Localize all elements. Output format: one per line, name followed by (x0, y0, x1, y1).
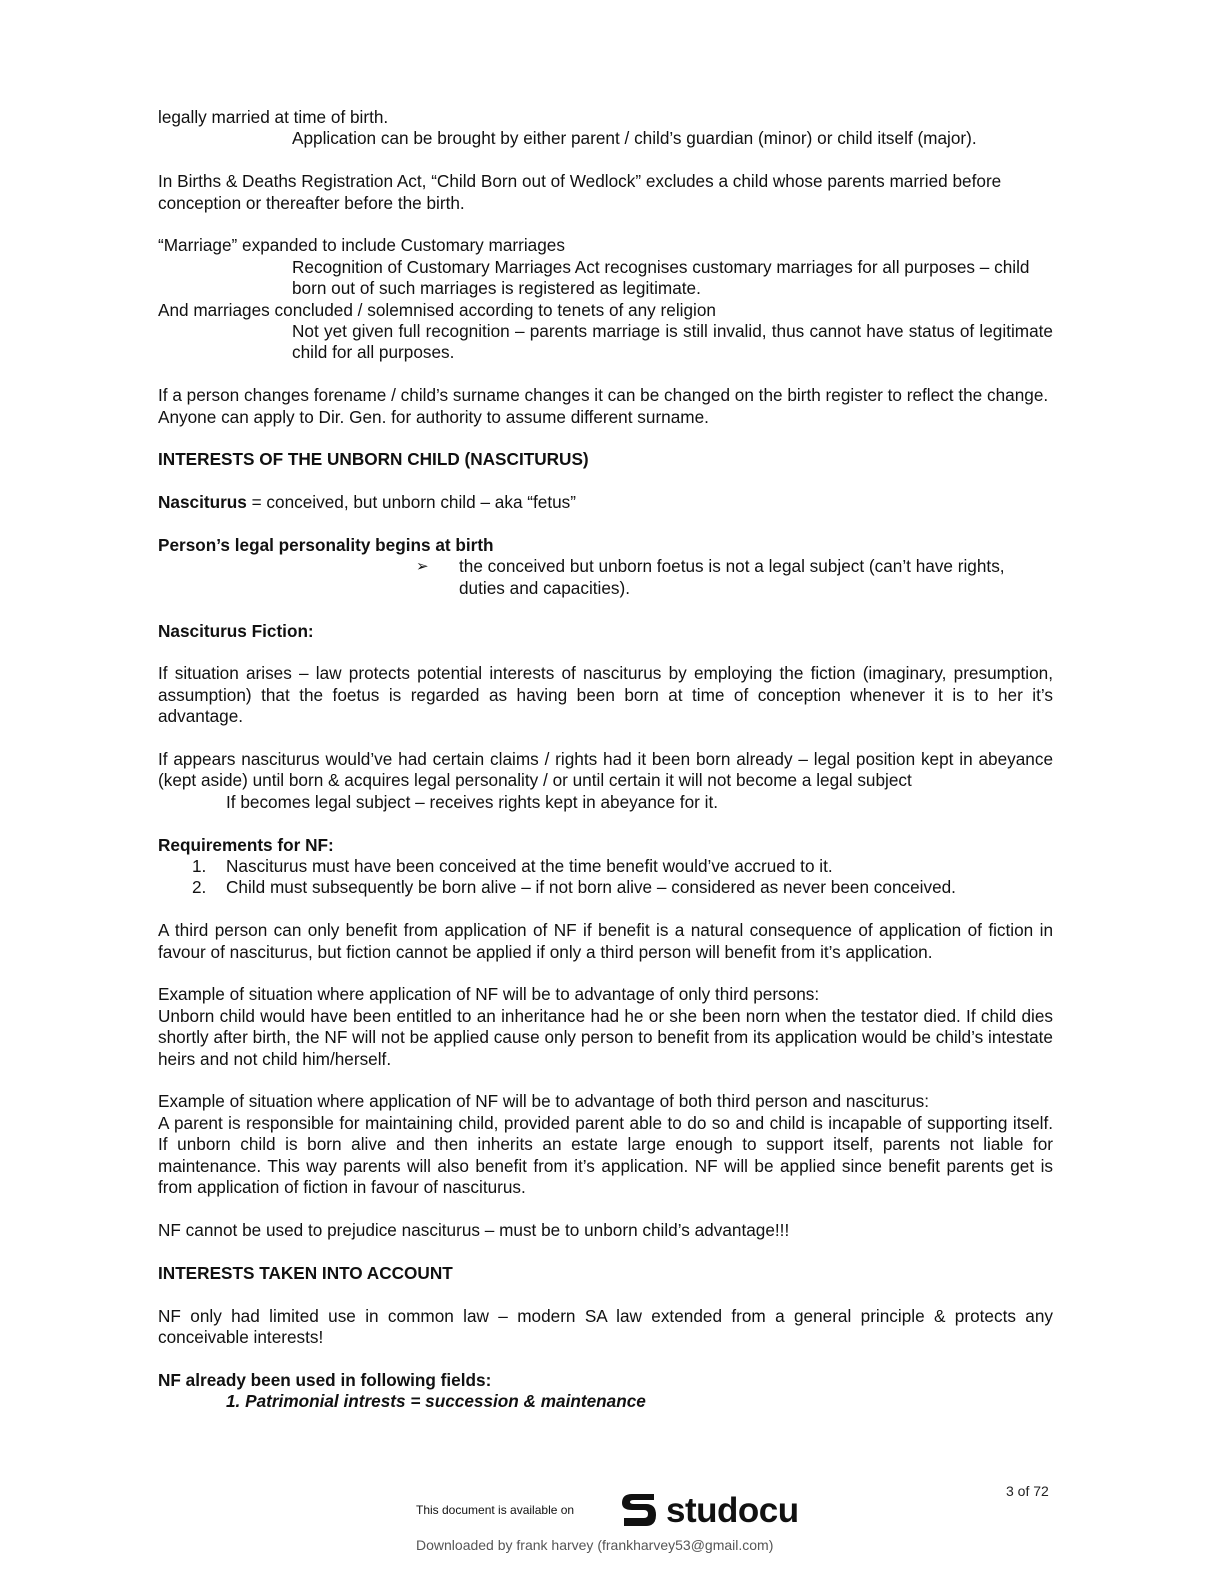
subheading: NF already been used in following fields: (158, 1369, 492, 1390)
paragraph: NF only had limited use in common law – modern SA law extended from a general principle & protects any conceivable interests! (158, 1305, 1053, 1347)
paragraph: Example of situation where application of NF will be to advantage of only third persons: (158, 984, 820, 1005)
paragraph: NF cannot be used to prejudice nasciturus – must be to unborn child’s advantage!!! (158, 1219, 790, 1240)
paragraph: A parent is responsible for maintaining child, provided parent able to do so and child is incapable of supporting itself. If unborn child is born alive and then inherits an estate large enough to support itself, parents not liable for maintenance. This way parents will also benefit from it’s application. NF will be applied since benefit parents get is from application of fiction in favour of nasciturus. (158, 1112, 1053, 1198)
studocu-logo[interactable] (618, 1488, 799, 1533)
subheading: Person’s legal personality begins at birth (158, 535, 494, 556)
bullet-item (158, 556, 1053, 599)
studocu-wordmark: studocu (666, 1490, 799, 1530)
definition (158, 492, 1053, 513)
paragraph: A third person can only benefit from application of NF if benefit is a natural consequence of application of fiction in favour of nasciturus, but fiction cannot be applied if only a third person will benefit from it’s application. (158, 920, 1053, 962)
section-heading: INTERESTS OF THE UNBORN CHILD (NASCITURUS) (158, 449, 589, 470)
definition-text: = conceived, but unborn child – aka “fetus” (246, 492, 576, 513)
paragraph: In Births & Deaths Registration Act, “Child Born out of Wedlock” excludes a child whose parents married before conception or thereafter before the birth. (158, 171, 1002, 213)
paragraph: And marriages concluded / solemnised according to tenets of any religion (158, 299, 716, 320)
list-number: 2. (192, 877, 207, 898)
subheading: Requirements for NF: (158, 834, 334, 855)
defined-term: Nasciturus (158, 492, 247, 513)
paragraph: Recognition of Customary Marriages Act recognises customary marriages for all purposes – child born out of such marriages is registered as legitimate. (292, 256, 1030, 299)
document-body (158, 107, 1053, 1413)
paragraph: Unborn child would have been entitled to an inheritance had he or she been norn when the testator died. If child dies shortly after birth, the NF will not be applied cause only person to benefit from its application would be child’s intestate heirs and not child him/herself. (158, 1005, 1053, 1069)
list-item (158, 856, 1053, 877)
paragraph: If appears nasciturus would’ve had certain claims / rights had it been born already – legal position kept in abeyance (kept aside) until born & acquires legal personality / or until certain it will not become a legal subject (158, 749, 1053, 791)
arrow-bullet-icon: ➢ (416, 558, 429, 576)
paragraph: Not yet given full recognition – parents marriage is still invalid, thus cannot have status of legitimate child for all purposes. (292, 321, 1053, 363)
studocu-logo-icon (618, 1488, 660, 1533)
paragraph: legally married at time of birth. (158, 107, 389, 127)
list-text: Child must subsequently be born alive – if not born alive – considered as never been conceived. (226, 877, 956, 898)
download-note: Downloaded by frank harvey (frankharvey53@gmail.com) (416, 1537, 774, 1553)
section-heading: INTERESTS TAKEN INTO ACCOUNT (158, 1262, 453, 1283)
page-number: 3 of 72 (1006, 1483, 1049, 1499)
paragraph: If a person changes forename / child’s surname changes it can be changed on the birth register to reflect the change. Anyone can apply to Dir. Gen. for authority to assume different surname. (158, 385, 1049, 427)
paragraph: If situation arises – law protects potential interests of nasciturus by employing the fiction (imaginary, presumption, assumption) that the foetus is regarded as having been born at time of conception whenever it is to her it’s advantage. (158, 663, 1053, 727)
list-number: 1. (192, 856, 207, 877)
paragraph: Application can be brought by either parent / child’s guardian (minor) or child itself (major). (292, 128, 977, 149)
subheading: Nasciturus Fiction: (158, 620, 314, 641)
list-item (158, 877, 1053, 898)
availability-note: This document is available on (416, 1503, 575, 1517)
paragraph: “Marriage” expanded to include Customary marriages (158, 235, 565, 256)
bullet-text: the conceived but unborn foetus is not a legal subject (can’t have rights, duties and capacities). (459, 556, 1005, 598)
paragraph: If becomes legal subject – receives rights kept in abeyance for it. (226, 791, 719, 812)
paragraph: Example of situation where application of NF will be to advantage of both third person and nasciturus: (158, 1091, 930, 1112)
list-text: Nasciturus must have been conceived at the time benefit would’ve accrued to it. (226, 856, 833, 877)
field-list-item: 1. Patrimonial intrests = succession & maintenance (226, 1391, 646, 1412)
